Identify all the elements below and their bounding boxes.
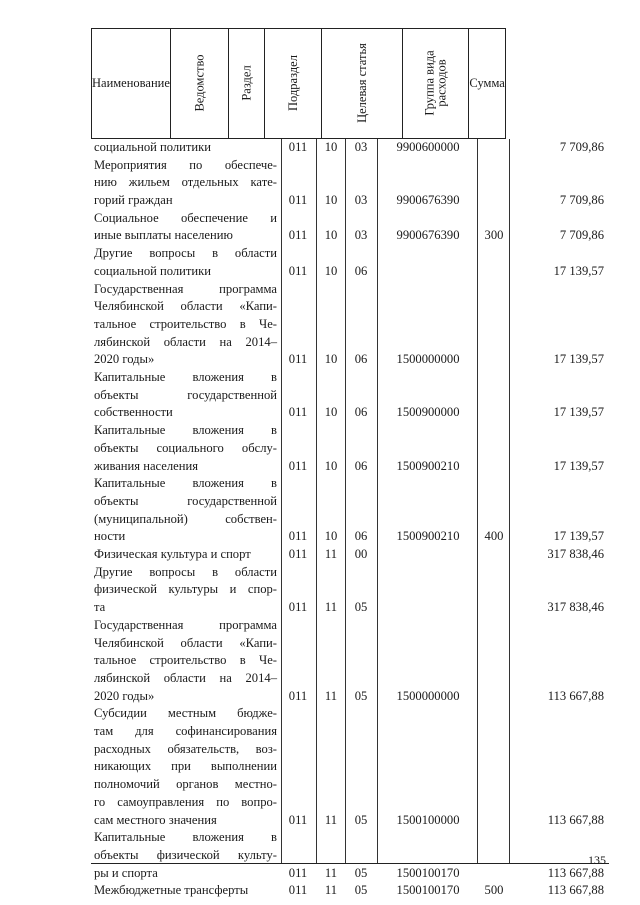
row-name-line: та xyxy=(94,600,106,615)
row-gruppa: 400 xyxy=(484,529,504,544)
row-podrazdel: 06 xyxy=(354,352,368,367)
row-name-line: Субсидии местным бюдже- xyxy=(94,706,277,721)
row-name-line: никающих при выполнении xyxy=(94,759,277,774)
row-razdel: 11 xyxy=(324,547,338,562)
row-vedomstvo: 011 xyxy=(288,405,308,420)
row-name-line: Капитальные вложения в xyxy=(94,476,277,491)
row-celevaya: 9900600000 xyxy=(396,139,460,154)
row-podrazdel: 05 xyxy=(354,865,368,880)
header-summa-text: Сумма xyxy=(469,76,505,90)
row-vedomstvo: 011 xyxy=(288,529,308,544)
row-celevaya: 9900676390 xyxy=(396,193,460,208)
row-name-line: объекты государственной xyxy=(94,387,277,402)
row-name xyxy=(94,281,277,370)
row-vedomstvo: 011 xyxy=(288,139,308,154)
row-vedomstvo: 011 xyxy=(288,883,308,898)
header-celevaya xyxy=(322,29,403,139)
row-vedomstvo: 011 xyxy=(288,547,308,562)
row-name-line: объекты государственной xyxy=(94,493,277,508)
row-name-line: Государственная программа xyxy=(94,617,277,632)
row-celevaya: 1500900210 xyxy=(396,458,460,473)
row-razdel: 10 xyxy=(324,458,338,473)
row-razdel: 11 xyxy=(324,883,338,898)
row-name-line: тальное строительство в Че- xyxy=(94,316,277,331)
row-vedomstvo: 011 xyxy=(288,193,308,208)
row-razdel: 10 xyxy=(324,352,338,367)
row-name xyxy=(94,422,277,475)
table-row xyxy=(91,705,609,829)
row-razdel: 10 xyxy=(324,529,338,544)
row-podrazdel: 03 xyxy=(354,228,368,243)
table-row xyxy=(91,475,609,546)
row-celevaya: 1500900210 xyxy=(396,529,460,544)
row-name-line: там для софинансирования xyxy=(94,724,277,739)
header-gruppa-text xyxy=(424,50,448,115)
row-podrazdel: 06 xyxy=(354,405,368,420)
row-name-line: физической культуры и спор- xyxy=(94,582,277,597)
header-razdel xyxy=(228,29,264,139)
row-name-line: иные выплаты населению xyxy=(94,228,233,243)
row-summa: 113 667,88 xyxy=(547,688,604,703)
row-name-line: собственности xyxy=(94,405,173,420)
row-summa: 17 139,57 xyxy=(553,263,604,278)
row-name-line: расходных обязательств, воз- xyxy=(94,741,277,756)
row-name-line: Мероприятия по обеспече- xyxy=(94,157,277,172)
row-name xyxy=(94,617,277,706)
header-gruppa-line1: Группа вида xyxy=(422,49,437,116)
row-razdel: 10 xyxy=(324,405,338,420)
row-vedomstvo: 011 xyxy=(288,263,308,278)
row-name xyxy=(94,157,277,210)
header-gruppa xyxy=(403,29,469,139)
row-razdel: 11 xyxy=(324,812,338,827)
row-razdel: 10 xyxy=(324,139,338,154)
table-row xyxy=(91,422,609,475)
row-name-line: живания населения xyxy=(94,458,199,473)
row-razdel: 10 xyxy=(324,228,338,243)
row-razdel: 11 xyxy=(324,865,338,880)
row-gruppa: 300 xyxy=(484,228,504,243)
row-name-line: Государственная программа xyxy=(94,281,277,296)
table-row xyxy=(91,564,609,617)
row-summa: 7 709,86 xyxy=(559,193,604,208)
row-summa: 7 709,86 xyxy=(559,228,604,243)
row-name-line: Социальное обеспечение и xyxy=(94,210,277,225)
row-name-line: ры и спорта xyxy=(94,865,158,880)
row-name-line: Челябинской области «Капи- xyxy=(94,299,277,314)
header-name xyxy=(92,29,171,139)
row-razdel: 11 xyxy=(324,600,338,615)
row-name-line: Капитальные вложения в xyxy=(94,830,277,845)
row-name-line: горий граждан xyxy=(94,193,173,208)
row-name-line: го самоуправления по вопро- xyxy=(94,794,277,809)
row-summa: 317 838,46 xyxy=(547,547,604,562)
row-name-line: объекты физической культу- xyxy=(94,847,277,862)
row-celevaya: 1500100000 xyxy=(396,812,460,827)
row-name-line: Капитальные вложения в xyxy=(94,423,277,438)
row-vedomstvo: 011 xyxy=(288,228,308,243)
header-vedomstvo-text: Ведомство xyxy=(192,54,207,112)
row-name-line: социальной политики xyxy=(94,263,212,278)
table-rows xyxy=(91,139,609,900)
row-name-line: Физическая культура и спорт xyxy=(94,547,251,562)
table-row xyxy=(91,245,609,280)
row-name-line: Капитальные вложения в xyxy=(94,370,277,385)
row-celevaya: 1500100170 xyxy=(396,883,460,898)
table-row xyxy=(91,546,609,564)
row-podrazdel: 00 xyxy=(354,547,368,562)
row-vedomstvo: 011 xyxy=(288,458,308,473)
row-podrazdel: 06 xyxy=(354,458,368,473)
row-name-line: Межбюджетные трансферты xyxy=(94,883,249,898)
row-name xyxy=(94,882,277,900)
row-name-line: лябинской области на 2014– xyxy=(94,334,277,349)
row-podrazdel: 05 xyxy=(354,688,368,703)
row-name xyxy=(94,546,277,564)
row-summa: 17 139,57 xyxy=(553,529,604,544)
table-row xyxy=(91,369,609,422)
row-podrazdel: 05 xyxy=(354,812,368,827)
row-name-line: 2020 годы» xyxy=(94,688,155,703)
table-row xyxy=(91,139,609,157)
row-podrazdel: 06 xyxy=(354,529,368,544)
row-name xyxy=(94,475,277,546)
row-celevaya: 1500100170 xyxy=(396,865,460,880)
row-name-line: лябинской области на 2014– xyxy=(94,670,277,685)
row-vedomstvo: 011 xyxy=(288,352,308,367)
row-vedomstvo: 011 xyxy=(288,865,308,880)
table-body xyxy=(91,139,609,898)
row-name xyxy=(94,210,277,245)
header-vedomstvo xyxy=(170,29,228,139)
header-gruppa-line2: расходов xyxy=(434,58,449,107)
row-name xyxy=(94,829,277,882)
row-podrazdel: 05 xyxy=(354,883,368,898)
row-celevaya: 1500000000 xyxy=(396,352,460,367)
row-name xyxy=(94,369,277,422)
row-name-line: социальной политики xyxy=(94,140,212,154)
table-row xyxy=(91,617,609,706)
row-name-line: объекты социального обслу- xyxy=(94,440,277,455)
header-summa xyxy=(469,29,505,139)
table-header xyxy=(91,28,506,139)
row-name-line: нию жильем отдельных кате- xyxy=(94,175,277,190)
row-summa: 317 838,46 xyxy=(547,600,604,615)
table-row xyxy=(91,829,609,882)
row-podrazdel: 03 xyxy=(354,193,368,208)
row-vedomstvo: 011 xyxy=(288,812,308,827)
row-razdel: 11 xyxy=(324,688,338,703)
row-gruppa: 500 xyxy=(484,883,504,898)
row-name-line: Челябинской области «Капи- xyxy=(94,635,277,650)
row-name-line: Другие вопросы в области xyxy=(94,246,277,261)
row-podrazdel: 06 xyxy=(354,263,368,278)
row-razdel: 10 xyxy=(324,263,338,278)
row-vedomstvo: 011 xyxy=(288,688,308,703)
row-celevaya: 9900676390 xyxy=(396,228,460,243)
row-razdel: 10 xyxy=(324,193,338,208)
table-row xyxy=(91,210,609,245)
row-vedomstvo: 011 xyxy=(288,600,308,615)
row-summa: 17 139,57 xyxy=(553,352,604,367)
table-row xyxy=(91,882,609,900)
row-name xyxy=(94,705,277,829)
header-name-text: Наименование xyxy=(92,76,170,90)
header-celevaya-text: Целевая статья xyxy=(355,43,370,123)
row-celevaya: 1500000000 xyxy=(396,688,460,703)
header-podrazdel xyxy=(265,29,322,139)
row-summa: 113 667,88 xyxy=(547,865,604,880)
row-podrazdel: 03 xyxy=(354,139,368,154)
row-name xyxy=(94,245,277,280)
row-name-line: Другие вопросы в области xyxy=(94,564,277,579)
row-summa: 17 139,57 xyxy=(553,405,604,420)
table-row xyxy=(91,281,609,370)
page-number: 135 xyxy=(588,853,606,867)
table-row xyxy=(91,157,609,210)
row-name-line: полномочий органов местно- xyxy=(94,777,277,792)
row-summa: 113 667,88 xyxy=(547,883,604,898)
row-summa: 7 709,86 xyxy=(559,139,604,154)
row-name-line: 2020 годы» xyxy=(94,352,155,367)
header-podrazdel-text: Подраздел xyxy=(286,55,301,111)
row-summa: 17 139,57 xyxy=(553,458,604,473)
row-summa: 113 667,88 xyxy=(547,812,604,827)
row-name xyxy=(94,139,277,157)
row-name-line: ности xyxy=(94,529,126,544)
row-name xyxy=(94,564,277,617)
row-name-line: сам местного значения xyxy=(94,812,217,827)
row-name-line: (муниципальной) собствен- xyxy=(94,511,277,526)
header-razdel-text: Раздел xyxy=(239,65,254,101)
row-podrazdel: 05 xyxy=(354,600,368,615)
row-name-line: тальное строительство в Че- xyxy=(94,653,277,668)
row-celevaya: 1500900000 xyxy=(396,405,460,420)
